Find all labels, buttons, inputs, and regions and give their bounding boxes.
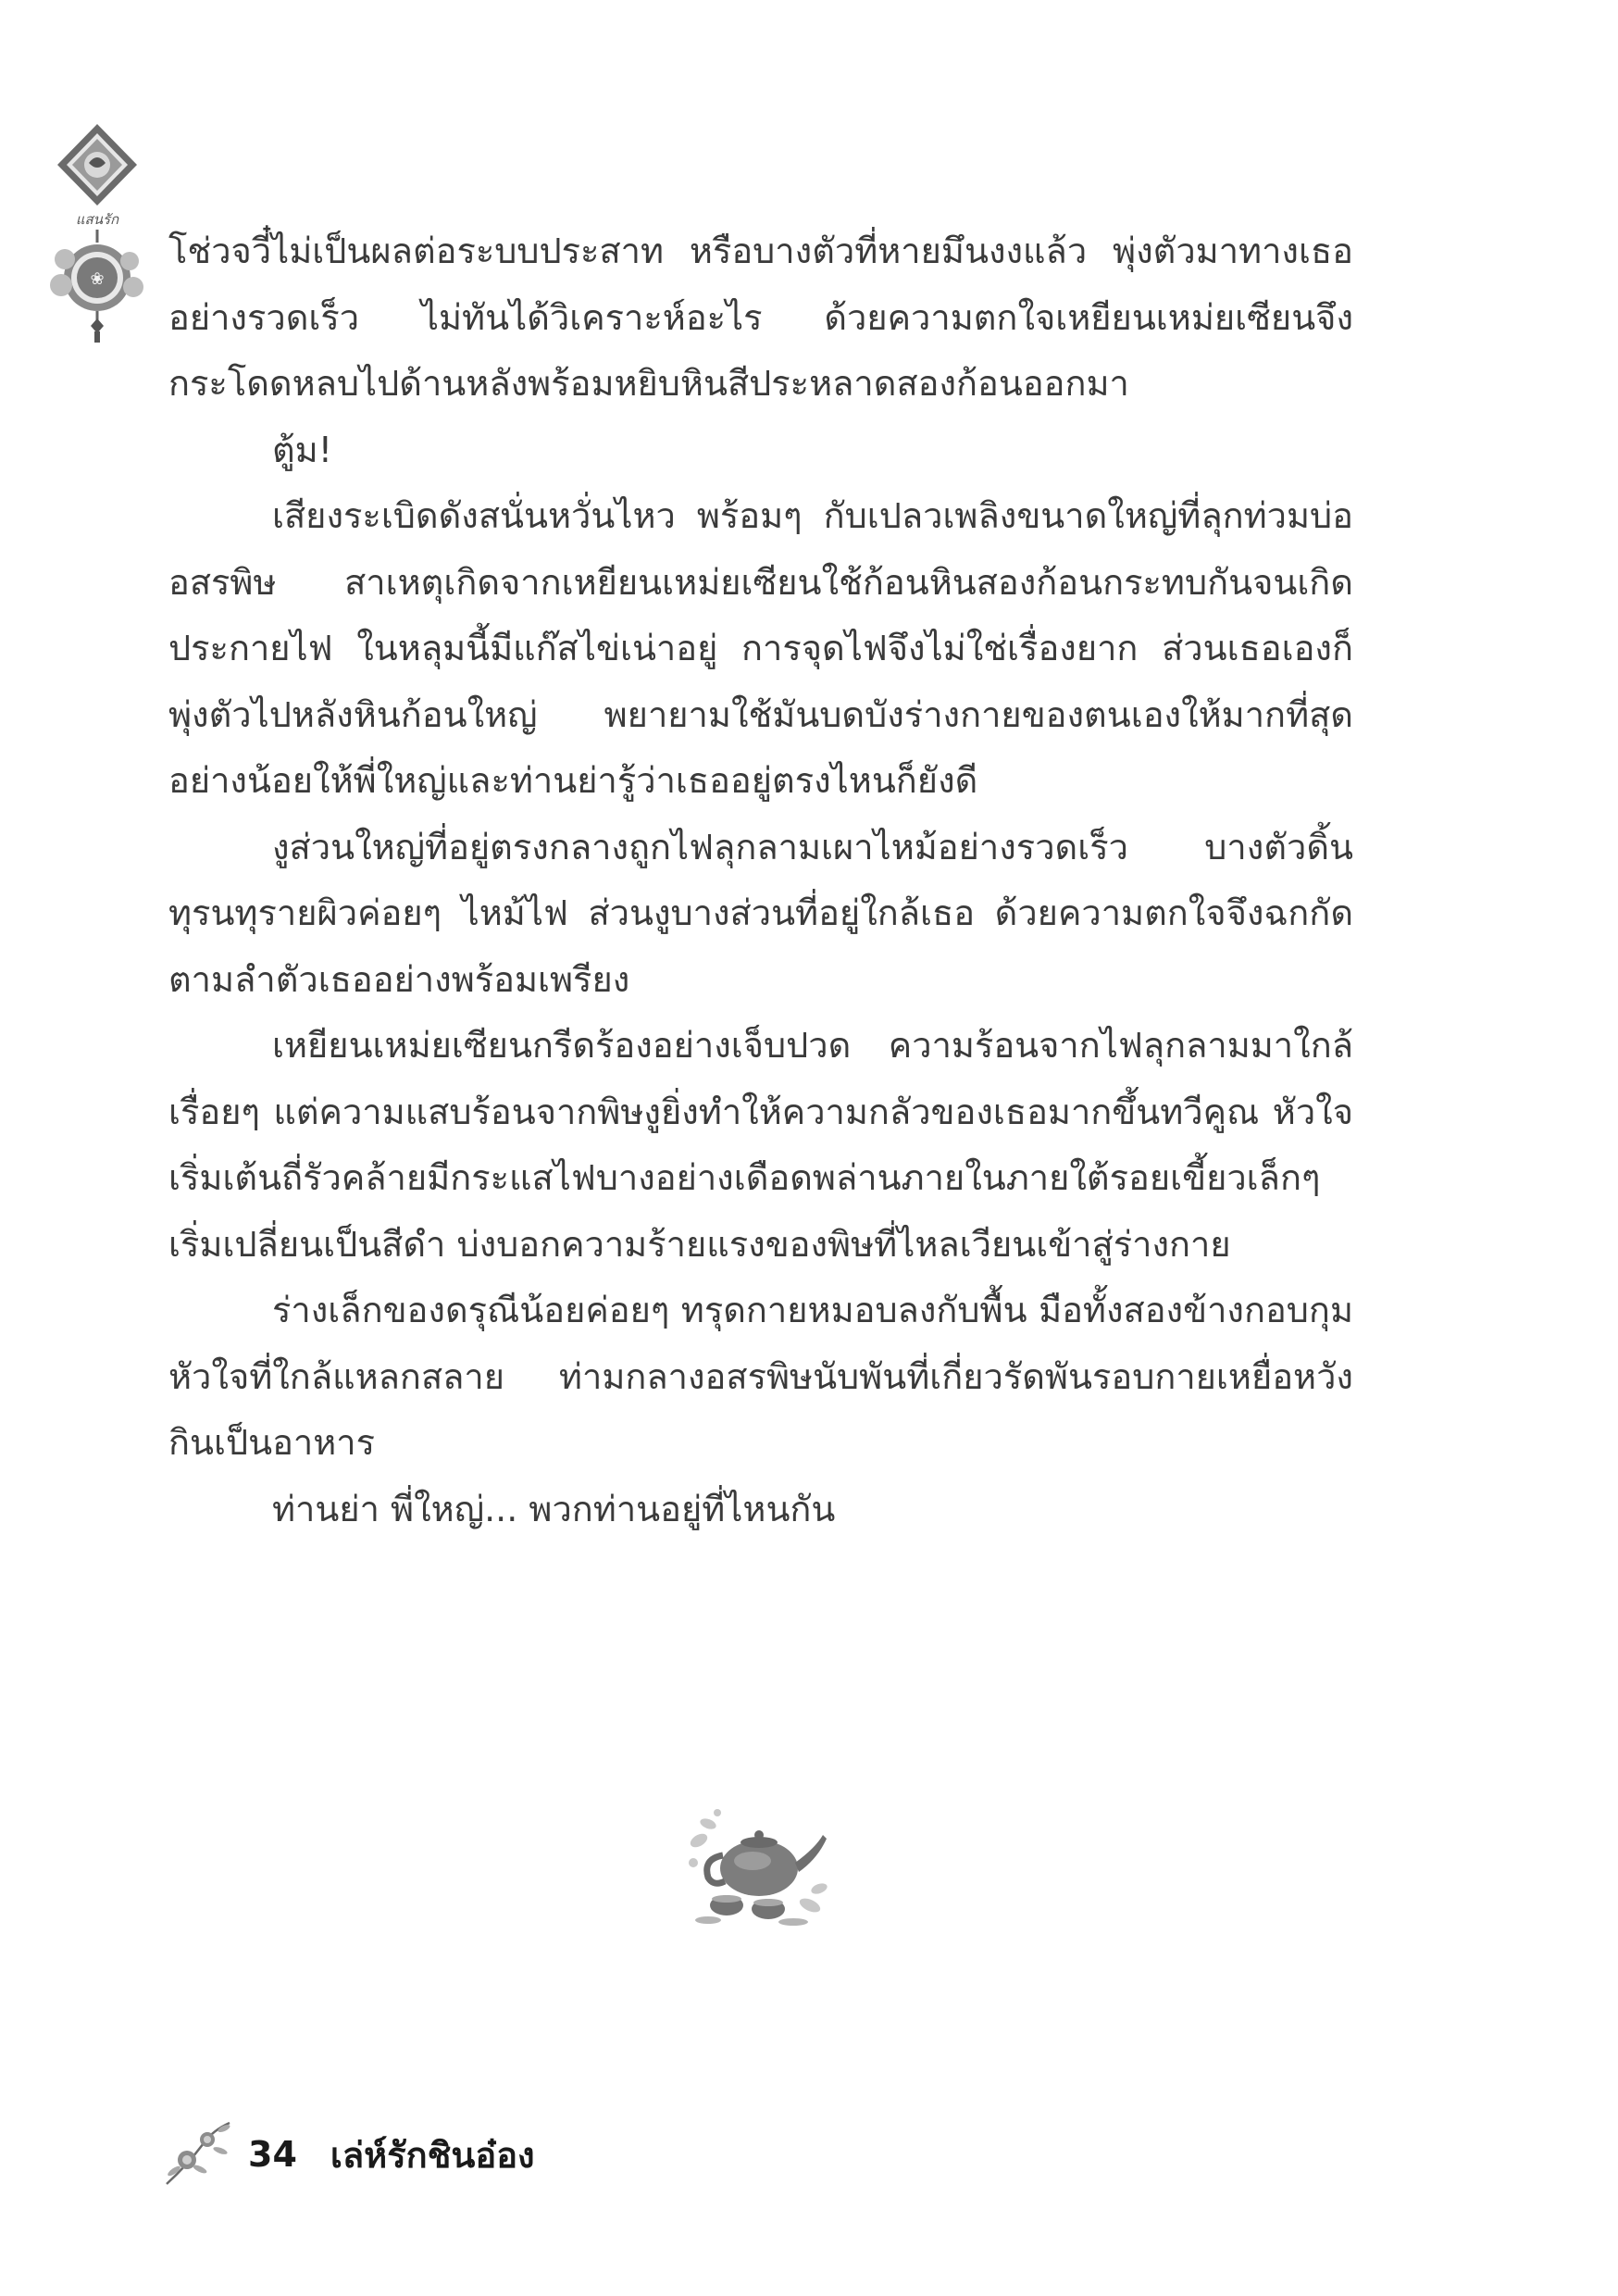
svg-text:❀: ❀ [90, 269, 105, 289]
paragraph-4: งูส่วนใหญ่ที่อยู่ตรงกลางถูกไฟลุกลามเผาไหม้อย่างรวดเร็ว บางตัวดิ้นทุรนทุรายผิวค่อยๆ ไหม้ไฟ ส่วนงูบางส่วนที่อยู่ใกล้เธอ ด้วยความตกใจจึงฉกกัดตามลำตัวเธออย่างพร้อมเพรียง [168, 826, 1353, 1000]
paragraph-3: เสียงระเบิดดังสนั่นหวั่นไหว พร้อมๆ กับเปลวเพลิงขนาดใหญ่ที่ลุกท่วมบ่ออสรพิษ สาเหตุเกิดจากเหยียนเหม่ยเซียนใช้ก้อนหินสองก้อนกระทบกันจนเกิดประกายไฟ ในหลุมนี้มีแก๊สไข่เน่าอยู่ การจุดไฟจึงไม่ใช่เรื่องยาก ส่วนเธอเองก็พุ่งตัวไปหลังหินก้อนใหญ่ พยายามใช้มันบดบังร่างกายของตนเองให้มากที่สุด อย่างน้อยให้พี่ใหญ่และท่านย่ารู้ว่าเธออยู่ตรงไหนก็ยังดี [168, 495, 1353, 801]
paragraph-1: โช่วจวี๋ไม่เป็นผลต่อระบบประสาท หรือบางตัวที่หายมึนงงแล้ว พุ่งตัวมาทางเธออย่างรวดเร็ว ไม่ทันได้วิเคราะห์อะไร ด้วยความตกใจเหยียนเหม่ยเซียนจึงกระโดดหลบไปด้านหลังพร้อมหยิบหินสีประหลาดสองก้อนออกมา [168, 231, 1353, 404]
paragraph-6: ร่างเล็กของดรุณีน้อยค่อยๆ ทรุดกายหมอบลงกับพื้น มือทั้งสองข้างกอบกุมหัวใจที่ใกล้แหลกสลาย ท่ามกลางอสรพิษนับพันที่เกี่ยวรัดพันรอบกายเหยื่อหวังกินเป็นอาหาร [168, 1290, 1353, 1463]
flower-branch-icon [159, 2117, 235, 2191]
paragraph-5: เหยียนเหม่ยเซียนกรีดร้องอย่างเจ็บปวด ความร้อนจากไฟลุกลามมาใกล้เรื่อยๆ แต่ความแสบร้อนจากพิษงูยิ่งทำให้ความกลัวของเธอมากขึ้นทวีคูณ หัวใจเริ่มเต้นถี่รัวคล้ายมีกระแสไฟบางอย่างเดือดพล่านภายในภายใต้รอยเขี้ยวเล็กๆ เริ่มเปลี่ยนเป็นสีดำ บ่งบอกความร้ายแรงของพิษที่ไหลเวียนเข้าสู่ร่างกาย [168, 1025, 1353, 1265]
paragraph-2: ตู้ม! [272, 429, 332, 470]
paragraph-7: ท่านย่า พี่ใหญ่... พวกท่านอยู่ที่ไหนกัน [272, 1488, 836, 1529]
page-footer [159, 2113, 535, 2196]
teapot-and-cups-icon [680, 1803, 833, 1933]
body-text [168, 218, 1353, 1542]
diamond-knot-ornament-icon [37, 120, 157, 343]
ornament-label: แสนรัก [75, 211, 119, 228]
page-number: 34 [248, 2134, 297, 2175]
book-title: เล่ห์รักชินอ๋อง [330, 2134, 535, 2176]
